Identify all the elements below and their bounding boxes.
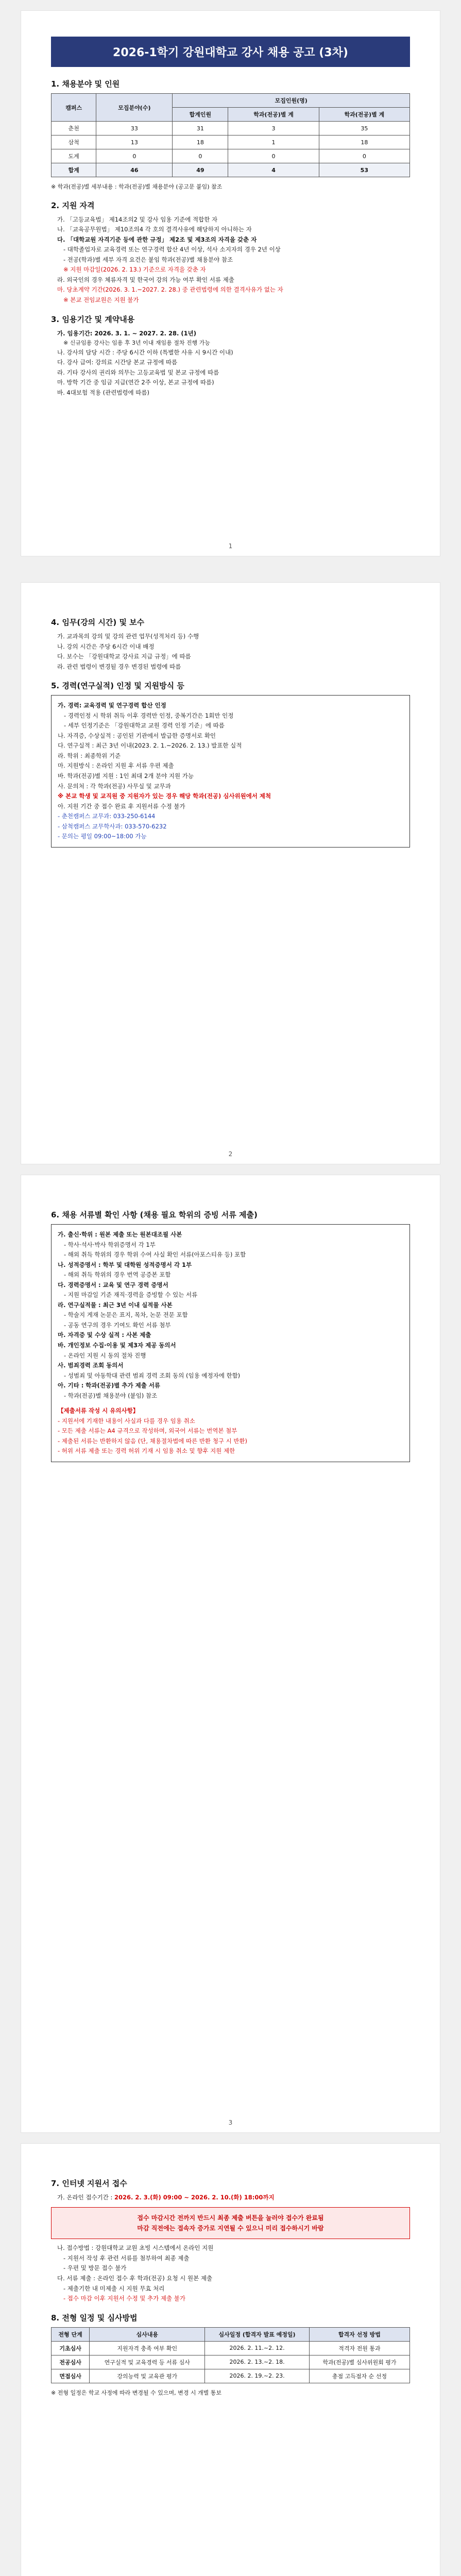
s6-warning: - 제출된 서류는 반환하지 않음 (단, 채용절차법에 따른 반환 청구 시 반환) <box>58 1437 248 1445</box>
cell: 기초심사 <box>52 2341 90 2355</box>
s5-contact: - 문의는 평일 09:00~18:00 가능 <box>58 833 147 840</box>
s6-line: 다. 경력증명서 : 교육 및 연구 경력 증명서 <box>58 1281 168 1289</box>
s4-line: 가. 교과목의 강의 및 강의 관련 업무(성적처리 등) 수행 <box>57 633 199 640</box>
s3-line: 가. 임용기간: 2026. 3. 1. ~ 2027. 2. 28. (1년) <box>57 329 197 337</box>
s5-contact: - 춘천캠퍼스 교무과: 033-250-6144 <box>58 812 156 820</box>
cell: 53 <box>319 163 409 177</box>
s4-line: 다. 보수는 「강원대학교 강사료 지급 규정」에 따름 <box>57 653 191 660</box>
s6-line: 라. 연구실적물 : 최근 3년 이내 실적물 사본 <box>58 1301 173 1309</box>
s5-line: 나. 자격증, 수상실적 : 공인된 기관에서 발급한 증명서로 확인 <box>58 732 216 739</box>
cell: 2026. 2. 11.~2. 12. <box>205 2341 310 2355</box>
cell: 삼척 <box>52 135 96 149</box>
th-date: 심사일정 (합격자 발표 예정일) <box>205 2327 310 2341</box>
s7-notice: 접수 마감시간 전까지 반드시 최종 제출 버튼을 눌러야 접수가 완료됨 마감 직전에는 접속자 증가로 지연될 수 있으니 미리 접수하시기 바람 <box>51 2207 410 2240</box>
section-4-heading: 4. 임무(강의 시간) 및 보수 <box>51 618 145 627</box>
cell: 31 <box>173 122 228 135</box>
section-1-heading: 1. 채용분야 및 인원 <box>51 79 120 89</box>
s7-line: - 지원서 작성 후 관련 서류를 첨부하여 최종 제출 <box>63 2254 190 2262</box>
cell: 0 <box>173 149 228 163</box>
page-number: 1 <box>228 543 233 550</box>
s5-line: ※ 본교 학생 및 교직원 중 지원자가 있는 경우 해당 학과(전공) 심사위원에서 제척 <box>58 792 271 800</box>
s6-line: 아. 기타 : 학과(전공)별 추가 제출 서류 <box>58 1382 161 1389</box>
th-apply: 모집분야(수) <box>96 94 173 122</box>
s6-line: - 해외 취득 학위의 경우 학위 수여 사실 확인 서류(아포스티유 등) 포함 <box>64 1251 246 1259</box>
recruit-table <box>51 93 410 177</box>
s5-line: 사. 문의처 : 각 학과(전공) 사무실 및 교무과 <box>58 782 171 790</box>
cell: 18 <box>319 135 409 149</box>
th-result: 합격자 선정 방법 <box>309 2327 409 2341</box>
section-5-heading: 5. 경력(연구실적) 인정 및 지원방식 등 <box>51 681 184 691</box>
cell: 도계 <box>52 149 96 163</box>
s4-line: 라. 관련 법령이 변경될 경우 변경된 법령에 따름 <box>57 663 181 670</box>
s2-line: 라. 외국인의 경우 체류자격 및 한국어 강의 가능 여부 확인 서류 제출 <box>57 276 234 283</box>
table-row <box>52 149 410 163</box>
s5-line: 바. 학과(전공)별 지원 : 1인 최대 2개 분야 지원 가능 <box>58 772 194 780</box>
s5-line: 다. 연구실적 : 최근 3년 이내(2023. 2. 1.~2026. 2. 13.) 발표한 실적 <box>58 742 242 750</box>
s2-line: ※ 지원 마감일(2026. 2. 13.) 기준으로 자격을 갖춘 자 <box>63 266 206 274</box>
s6-line: - 학사·석사·박사 학위증명서 각 1부 <box>64 1241 156 1248</box>
cell: 연구실적 및 교육경력 등 서류 심사 <box>90 2355 205 2369</box>
s5-line: 라. 학위 : 최종학위 기준 <box>58 752 121 759</box>
table-row <box>52 135 410 149</box>
s8-note: ※ 전형 일정은 학교 사정에 따라 변경될 수 있으며, 변경 시 개별 통보 <box>51 2389 221 2396</box>
page-1 <box>21 10 440 556</box>
cell: 4 <box>228 163 319 177</box>
page-number: 2 <box>228 1150 233 1158</box>
s2-line: 다. 「대학교원 자격기준 등에 관한 규정」 제2조 및 제3조의 자격을 갖춘 자 <box>57 235 257 243</box>
s2-line: 가. 「고등교육법」 제14조의2 및 강사 임용 기준에 적합한 자 <box>57 215 218 223</box>
page-3 <box>21 1175 440 2133</box>
s2-line: - 대학졸업자로 교육경력 또는 연구경력 합산 4년 이상, 석사 소지자의 경우 2년 이상 <box>63 246 281 253</box>
s7-line: 다. 서류 제출 : 온라인 접수 후 학과(전공) 요청 시 원본 제출 <box>57 2274 213 2282</box>
cell: 18 <box>173 135 228 149</box>
s2-line: 마. 당초계약 기간(2026. 3. 1.~2027. 2. 28.) 중 관련법령에 의한 결격사유가 없는 자 <box>57 286 283 294</box>
th-split-2: 학과(전공)별 계 <box>319 108 409 122</box>
cell: 33 <box>96 122 173 135</box>
s6-line: - 학과(전공)별 채용분야 (붙임) 참조 <box>64 1392 158 1399</box>
schedule-table <box>51 2327 410 2383</box>
th-campus: 캠퍼스 <box>52 94 96 122</box>
th-content: 심사내용 <box>90 2327 205 2341</box>
s3-line: ※ 신규임용 강사는 임용 후 3년 이내 재임용 절차 진행 가능 <box>63 340 210 347</box>
s7-period-label: 가. 온라인 접수기간 : <box>57 2194 113 2201</box>
s6-line: - 해외 취득 학위의 경우 번역 공증본 포함 <box>64 1271 171 1279</box>
section-2-heading: 2. 지원 자격 <box>51 200 95 210</box>
s5-line: - 경력인정 시 학위 취득 이후 경력만 인정, 중복기간은 1회만 인정 <box>64 711 234 719</box>
s5-line: 가. 경력: 교육경력 및 연구경력 합산 인정 <box>58 702 166 709</box>
s5-line: - 세부 인정기준은 「강원대학교 교원 경력 인정 기준」에 따름 <box>64 722 225 730</box>
cell: 전공심사 <box>52 2355 90 2369</box>
cell: 2026. 2. 19.~2. 23. <box>205 2369 310 2383</box>
cell: 1 <box>228 135 319 149</box>
s2-line: - 전공(학과)별 세부 자격 요건은 붙임 학과(전공)별 채용분야 참조 <box>63 256 233 263</box>
cell: 합계 <box>52 163 96 177</box>
s6-warning-title: 【제출서류 작성 시 유의사항】 <box>58 1407 139 1415</box>
s2-line: 나. 「교육공무원법」 제10조의4 각 호의 결격사유에 해당하지 아니하는 자 <box>57 226 252 233</box>
s5-line: 마. 지원방식 : 온라인 지원 후 서류 우편 제출 <box>58 762 174 770</box>
s7-line: - 접수 마감 이후 지원서 수정 및 추가 제출 불가 <box>63 2295 186 2302</box>
cell: 춘천 <box>52 122 96 135</box>
section-3-heading: 3. 임용기간 및 계약내용 <box>51 314 135 324</box>
s5-box <box>51 695 410 848</box>
cell: 적격자 전원 통과 <box>309 2341 409 2355</box>
cell: 35 <box>319 122 409 135</box>
s7-period-line <box>57 2193 410 2203</box>
section-6-heading: 6. 채용 서류별 확인 사항 (채용 필요 학위의 증빙 서류 제출) <box>51 1210 258 1219</box>
cell: 49 <box>173 163 228 177</box>
s6-line: 사. 범죄경력 조회 동의서 <box>58 1362 124 1369</box>
th-hire: 모집인원(명) <box>173 94 410 108</box>
cell: 2026. 2. 13.~2. 18. <box>205 2355 310 2369</box>
s7-line: 나. 접수방법 : 강원대학교 교원 초빙 시스템에서 온라인 지원 <box>57 2244 214 2252</box>
section-8-heading: 8. 전형 일정 및 심사방법 <box>51 2313 138 2323</box>
s6-line: - 공동 연구의 경우 기여도 확인 서류 첨부 <box>64 1321 171 1329</box>
s6-warning: - 모든 제출 서류는 A4 규격으로 작성하며, 외국어 서류는 번역본 첨부 <box>58 1427 237 1435</box>
s5-line: 아. 지원 기간 중 접수 완료 후 지원서류 수정 불가 <box>58 802 185 810</box>
s6-line: - 지원 마감일 기준 재직·경력을 증빙할 수 있는 서류 <box>64 1291 198 1299</box>
s6-line: 가. 출신·학위 : 원본 제출 또는 원본대조필 사본 <box>58 1231 182 1238</box>
cell: 0 <box>319 149 409 163</box>
section-7-heading: 7. 인터넷 지원서 접수 <box>51 2179 127 2188</box>
cell: 0 <box>96 149 173 163</box>
page-title: 2026-1학기 강원대학교 강사 채용 공고 (3차) <box>51 37 410 67</box>
page-2 <box>21 582 440 1164</box>
s6-line: - 온라인 지원 시 동의 절차 진행 <box>64 1351 146 1359</box>
s3-line: 나. 강사의 담당 시간 : 주당 6시간 이하 (특별한 사유 시 9시간 이내) <box>57 348 233 356</box>
cell: 강의능력 및 교육관 평가 <box>90 2369 205 2383</box>
cell: 면접심사 <box>52 2369 90 2383</box>
table-total-row <box>52 163 410 177</box>
cell: 3 <box>228 122 319 135</box>
cell: 46 <box>96 163 173 177</box>
s7-line: - 제출기한 내 미제출 시 지원 무효 처리 <box>63 2284 165 2292</box>
page-number: 3 <box>228 2119 233 2126</box>
th-total: 합계인원 <box>173 108 228 122</box>
s6-warning: - 지원서에 기재한 내용이 사실과 다를 경우 임용 취소 <box>58 1417 195 1425</box>
table-row <box>52 2341 410 2355</box>
cell: 지원자격 충족 여부 확인 <box>90 2341 205 2355</box>
s6-line: - 성범죄 및 아동학대 관련 범죄 경력 조회 동의 (임용 예정자에 한함) <box>64 1371 241 1379</box>
cell: 총점 고득점자 순 선정 <box>309 2369 409 2383</box>
s2-line: ※ 본교 전임교원은 지원 불가 <box>63 296 139 303</box>
s3-line: 라. 기타 강사의 권리와 의무는 고등교육법 및 본교 규정에 따름 <box>57 368 219 376</box>
cell: 13 <box>96 135 173 149</box>
s6-line: 마. 자격증 및 수상 실적 : 사본 제출 <box>58 1331 151 1339</box>
s1-note: ※ 학과(전공)별 세부내용 : 학과(전공)별 채용분야 (공고문 붙임) 참조 <box>51 183 223 190</box>
s7-period: 2026. 2. 3.(화) 09:00 ~ 2026. 2. 10.(화) 18:00까지 <box>114 2194 275 2201</box>
s3-line: 마. 방학 기간 중 임금 지급(연간 2주 이상, 본교 규정에 따름) <box>57 379 214 386</box>
s6-warning: - 허위 서류 제출 또는 경력 허위 기재 시 임용 취소 및 향후 지원 제한 <box>58 1447 235 1455</box>
table-row <box>52 2369 410 2383</box>
th-split: 학과(전공)별 계 <box>228 108 319 122</box>
s3-line: 바. 4대보험 적용 (관련법령에 따름) <box>57 388 149 396</box>
cell: 학과(전공)별 심사위원회 평가 <box>309 2355 409 2369</box>
s6-line: 나. 성적증명서 : 학부 및 대학원 성적증명서 각 1부 <box>58 1261 192 1268</box>
s6-box <box>51 1224 410 1462</box>
cell: 0 <box>228 149 319 163</box>
s7-line: - 우편 및 방문 접수 불가 <box>63 2264 127 2272</box>
page-4 <box>21 2143 440 2576</box>
th-step: 전형 단계 <box>52 2327 90 2341</box>
s4-line: 나. 강의 시간은 주당 6시간 이내 배정 <box>57 642 155 650</box>
table-row <box>52 122 410 135</box>
s3-line: 다. 강사 급여: 강의료 시간당 본교 규정에 따름 <box>57 359 178 366</box>
table-row <box>52 2355 410 2369</box>
s6-line: 바. 개인정보 수집·이용 및 제3자 제공 동의서 <box>58 1342 176 1349</box>
s6-line: - 학술지 게재 논문은 표지, 목차, 논문 전문 포함 <box>64 1311 188 1319</box>
s5-contact: - 삼척캠퍼스 교무학사과: 033-570-6232 <box>58 822 167 830</box>
